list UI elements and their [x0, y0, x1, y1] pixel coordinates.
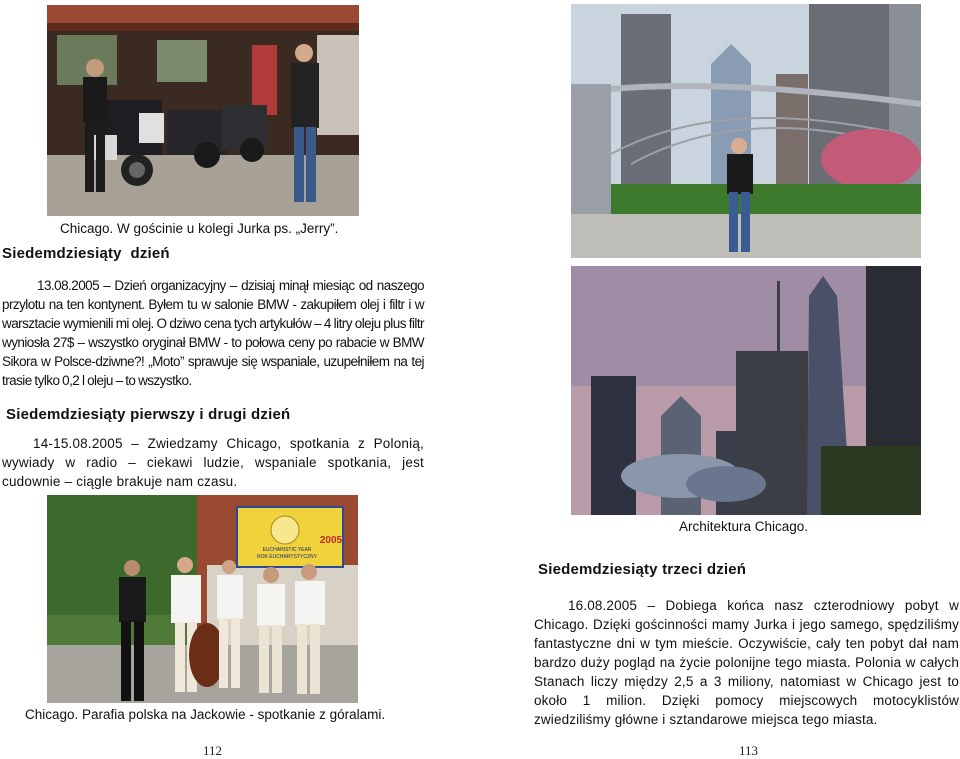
garage-photo-caption: Chicago. W gościnie u kolegi Jurka ps. „Jerry”.: [60, 221, 339, 236]
banner-line2: ROK EUCHARYSTYCZNY: [257, 554, 317, 560]
banner-line1: EUCHARISTIC YEAR: [262, 547, 312, 553]
garage-photo: [47, 5, 359, 216]
page-number-left: 112: [203, 743, 223, 758]
highlanders-photo: [47, 495, 358, 703]
page-number-right: 113: [739, 743, 759, 758]
skyline-photo: [571, 266, 921, 515]
day73-heading: Siedemdziesiąty trzeci dzień: [538, 561, 747, 578]
day71-heading: Siedemdziesiąty pierwszy i drugi dzień: [6, 406, 291, 423]
day73-paragraph: 16.08.2005 – Dobiega końca nasz czterodniowy pobyt w Chicago. Dzięki gościnności mamy Jurka i jego samego, spędziliśmy fantastyczne dni w tym mieście. Oczywiście, cały ten pobyt dał nam bardzo duży pogląd na życie polonijne tego miasta. Polonia w całych Stanach liczy między 2,5 a 3 miliony, natomiast w Chicago jest to około 1 milion. Dzięki pomocy miejscowych motocyklistów zwiedziliśmy główne i sztandarowe miejsca tego miasta.: [534, 598, 959, 727]
architecture-caption: Architektura Chicago.: [679, 519, 809, 534]
pavilion-photo: [571, 4, 921, 258]
day70-heading: Siedemdziesiąty dzień: [2, 245, 170, 262]
banner-year: 2005: [319, 535, 343, 546]
highlanders-photo-caption: Chicago. Parafia polska na Jackowie - spotkanie z góralami.: [25, 707, 386, 722]
day71-paragraph: 14-15.08.2005 – Zwiedzamy Chicago, spotkania z Polonią, wywiady w radio – ciekawi ludzie, wspaniale spotkania, jest cudownie – ciągle brakuje nam czasu.: [2, 436, 424, 489]
day70-paragraph: 13.08.2005 – Dzień organizacyjny – dzisiaj minął miesiąc od naszego przylotu na ten kontynent. Byłem tu w salonie BMW - zakupiłem olej i filtr i w warsztacie wymienili mi olej. O dziwo cena tych artykułów – 4 litry oleju plus filtr wyniosła 27$ – wszystko oryginał BMW - to połowa ceny po rabacie w BMW Sikora w Polsce-dziwne?! „Moto” sprawuje się wspaniale, uzupełniłem na tej trasie tylko 0,2 l oleju – to wszystko.: [2, 278, 424, 388]
